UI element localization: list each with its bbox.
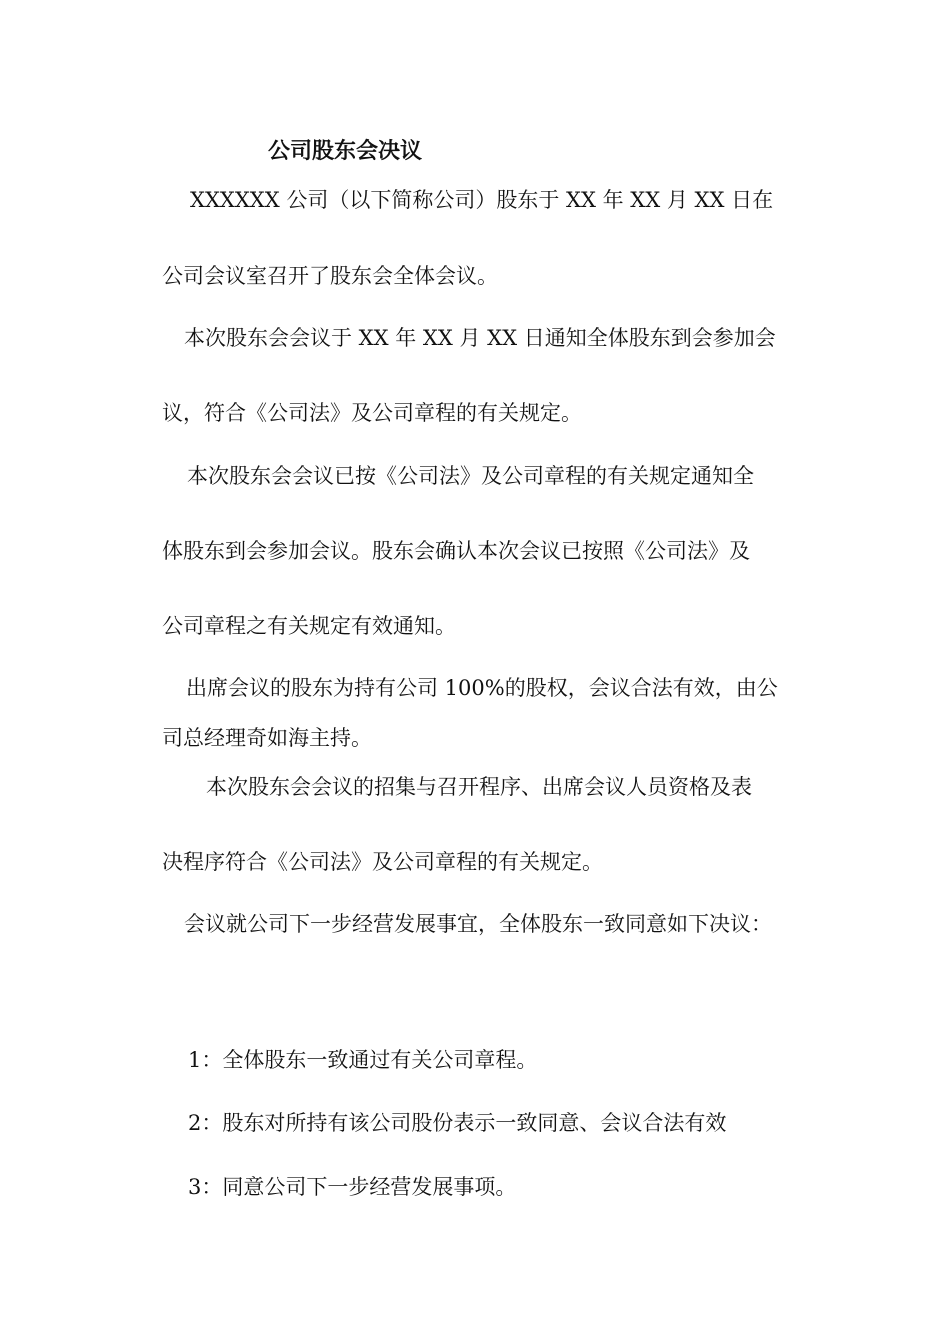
paragraph-line: 决程序符合《公司法》及公司章程的有关规定。 (162, 850, 603, 874)
paragraph-line: 本次股东会会议已按《公司法》及公司章程的有关规定通知全 (187, 464, 754, 488)
paragraph-line: 公司章程之有关规定有效通知。 (162, 614, 456, 638)
paragraph-line: 会议就公司下一步经营发展事宜，全体股东一致同意如下决议： (184, 912, 772, 936)
paragraph-line: 体股东到会参加会议。股东会确认本次会议已按照《公司法》及 (162, 539, 750, 563)
paragraph-line: 本次股东会会议于 XX 年 XX 月 XX 日通知全体股东到会参加会 (184, 326, 776, 350)
paragraph-line: 本次股东会会议的招集与召开程序、出席会议人员资格及表 (206, 775, 752, 799)
paragraph-line: 司总经理奇如海主持。 (162, 726, 372, 750)
paragraph-line: 出席会议的股东为持有公司 100%的股权，会议合法有效，由公 (186, 676, 778, 700)
document-title: 公司股东会决议 (268, 138, 423, 164)
paragraph-line: 议，符合《公司法》及公司章程的有关规定。 (162, 401, 582, 425)
resolution-item: 3：同意公司下一步经营发展事项。 (188, 1175, 517, 1199)
resolution-item: 1：全体股东一致通过有关公司章程。 (188, 1048, 538, 1072)
resolution-item: 2：股东对所持有该公司股份表示一致同意、会议合法有效 (188, 1111, 727, 1135)
paragraph-line: 公司会议室召开了股东会全体会议。 (162, 264, 498, 288)
paragraph-line: XXXXXX 公司（以下简称公司）股东于 XX 年 XX 月 XX 日在 (190, 188, 774, 212)
